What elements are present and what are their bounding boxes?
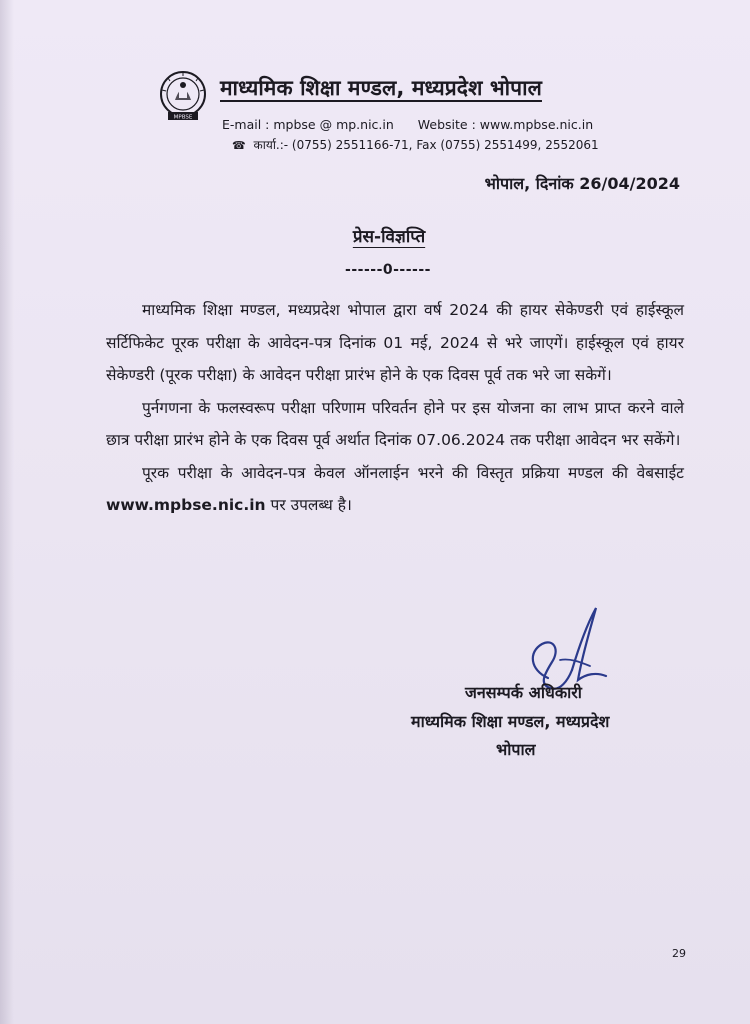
office-phone: कार्या.:- (0755) 2551166-71, (253, 138, 413, 152)
heading-divider (0, 262, 750, 278)
page-number: 29 (672, 947, 686, 960)
fax-number: Fax (0755) 2551499, 2552061 (416, 138, 599, 152)
paragraph-1: माध्यमिक शिक्षा मण्डल, मध्यप्रदेश भोपाल द्वारा वर्ष 2024 की हायर सेकेण्डरी एवं हाईस्कूल सर्टिफिकेट पूरक परीक्षा के आवेदन-पत्र दिनांक 01 मई, 2024 से भरे जाएगें। हाईस्कूल एवं हायर सेकेण्डरी (पूरक परीक्षा) के आवेदन परीक्षा प्रारंभ होने के एक दिवस पूर्व तक भरे जा सकेगें। (106, 301, 684, 384)
svg-text:MPBSE: MPBSE (173, 114, 193, 121)
signatory-organization: माध्यमिक शिक्षा मण्डल, मध्यप्रदेश (411, 712, 610, 731)
email-address: mpbse @ mp.nic.in (273, 117, 394, 132)
divider-text: ------0------ (345, 262, 431, 278)
heading-text: प्रेस-विज्ञप्ति (352, 227, 426, 247)
signatory-city: भोपाल (496, 740, 536, 759)
phone-icon: ☎ (232, 139, 246, 152)
paragraph-2: पुर्नगणना के फलस्वरूप परीक्षा परिणाम परिवर्तन होने पर इस योजना का लाभ प्राप्त करने वाले छात्र परीक्षा प्रारंभ होने के एक दिवस पूर्व अर्थात दिनांक 07.06.2024 तक परीक्षा आवेदन भर सकेंगे। (106, 398, 684, 449)
paragraph-3 (106, 457, 684, 522)
paragraph-3-start: पूरक परीक्षा के आवेदन-पत्र केवल ऑनलाईन भरने की विस्तृत प्रक्रिया मण्डल की वेबसाईट (142, 463, 684, 482)
paragraph-3-end: पर उपलब्ध है। (270, 496, 352, 514)
page-edge-shadow (0, 0, 14, 1024)
website-link: www.mpbse.nic.in (106, 496, 266, 514)
contact-phone-fax (232, 136, 599, 153)
board-seal-logo (158, 70, 208, 122)
signatory-title: जनसम्पर्क अधिकारी (465, 683, 582, 702)
website-address: www.mpbse.nic.in (479, 117, 594, 132)
organization-title: माध्यमिक शिक्षा मण्डल, मध्यप्रदेश भोपाल (220, 76, 542, 100)
contact-email-website (222, 117, 593, 132)
email-label: E-mail : (222, 117, 270, 132)
website-label: Website : (417, 117, 476, 132)
press-release-heading (0, 224, 750, 247)
press-release-body (106, 294, 684, 522)
issue-date: भोपाल, दिनांक 26/04/2024 (484, 174, 680, 193)
